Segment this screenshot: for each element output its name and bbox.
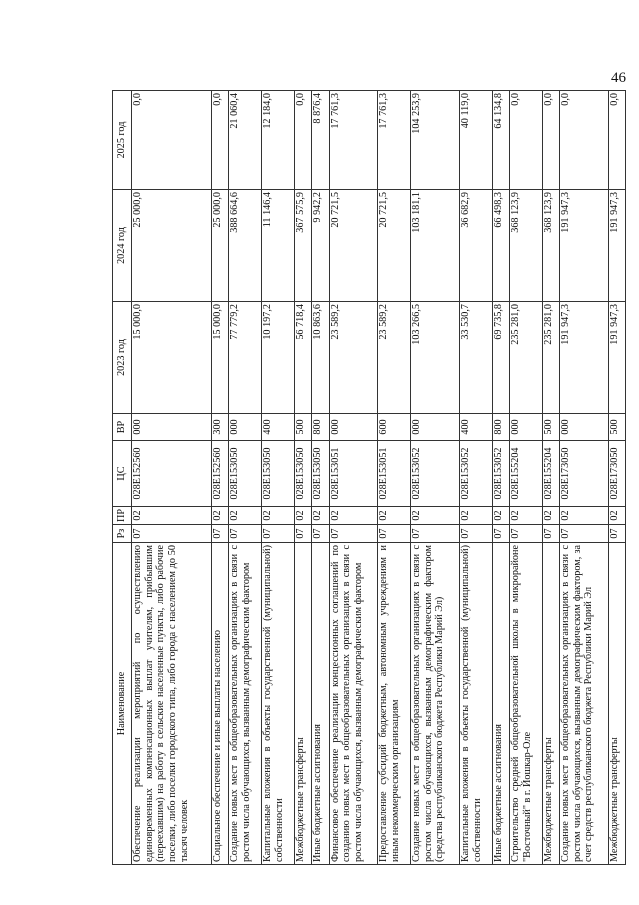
header-pr: ПР	[113, 507, 132, 525]
cell-2025: 12 184,0	[262, 91, 295, 190]
cell-2024: 368 123,9	[542, 190, 559, 302]
cell-rz: 07	[295, 525, 312, 543]
cell-2023: 23 589,2	[378, 302, 411, 414]
cell-2024: 191 947,3	[608, 190, 625, 302]
cell-rz: 07	[560, 525, 609, 543]
cell-2023: 15 000,0	[132, 302, 212, 414]
table-body	[132, 91, 626, 865]
cell-vr: 800	[492, 414, 509, 441]
cell-vr: 000	[560, 414, 609, 441]
cell-pr: 02	[212, 507, 229, 525]
cell-rz: 07	[411, 525, 460, 543]
header-name: Наименование	[113, 543, 132, 865]
cell-2024: 66 498,3	[492, 190, 509, 302]
cell-2024: 368 123,9	[509, 190, 542, 302]
cell-vr: 000	[411, 414, 460, 441]
table-row	[312, 91, 329, 865]
cell-rz: 07	[229, 525, 262, 543]
cell-2023: 103 266,5	[411, 302, 460, 414]
cell-cs: 028E153051	[378, 441, 411, 507]
header-vr: ВР	[113, 414, 132, 441]
cell-vr: 500	[542, 414, 559, 441]
header-2023: 2023 год	[113, 302, 132, 414]
cell-vr: 000	[509, 414, 542, 441]
cell-name: Создание новых мест в общеобразовательных организациях в связи с ростом числа обучающихся, вызванным демографическим фактором, за счет средств республиканского бюджета Республики Марий Эл	[560, 543, 609, 865]
budget-table	[112, 90, 626, 865]
table-row	[411, 91, 460, 865]
cell-cs: 028E153050	[295, 441, 312, 507]
table-row	[262, 91, 295, 865]
cell-vr: 800	[312, 414, 329, 441]
cell-pr: 02	[411, 507, 460, 525]
cell-name: Межбюджетные трансферты	[608, 543, 625, 865]
cell-2024: 25 000,0	[212, 190, 229, 302]
cell-2025: 64 134,8	[492, 91, 509, 190]
cell-pr: 02	[378, 507, 411, 525]
cell-2023: 69 735,8	[492, 302, 509, 414]
cell-name: Межбюджетные трансферты	[542, 543, 559, 865]
header-cs: ЦС	[113, 441, 132, 507]
cell-2024: 388 664,6	[229, 190, 262, 302]
table-row	[378, 91, 411, 865]
cell-cs: 028E155204	[542, 441, 559, 507]
cell-name: Капитальные вложения в объекты государственной (муниципальной) собственности	[459, 543, 492, 865]
cell-pr: 02	[492, 507, 509, 525]
cell-2023: 10 863,6	[312, 302, 329, 414]
table-row	[295, 91, 312, 865]
cell-rz: 07	[492, 525, 509, 543]
cell-cs: 028E153050	[229, 441, 262, 507]
cell-cs: 028E173050	[560, 441, 609, 507]
cell-pr: 02	[459, 507, 492, 525]
cell-2023: 191 947,3	[560, 302, 609, 414]
cell-2025: 0,0	[560, 91, 609, 190]
cell-pr: 02	[608, 507, 625, 525]
cell-2025: 0,0	[295, 91, 312, 190]
cell-2025: 0,0	[542, 91, 559, 190]
cell-pr: 02	[542, 507, 559, 525]
cell-pr: 02	[509, 507, 542, 525]
page-number: 46	[611, 70, 626, 86]
table-row	[229, 91, 262, 865]
header-rz: Рз	[113, 525, 132, 543]
cell-rz: 07	[312, 525, 329, 543]
cell-cs: 028E153050	[312, 441, 329, 507]
cell-2024: 25 000,0	[132, 190, 212, 302]
cell-rz: 07	[459, 525, 492, 543]
cell-pr: 02	[329, 507, 378, 525]
cell-name: Создание новых мест в общеобразовательных организациях в связи с ростом числа обучающихся, вызванным демографическим фактором (средства республиканского бюджета Республики Марий Эл)	[411, 543, 460, 865]
cell-2024: 11 146,4	[262, 190, 295, 302]
cell-2025: 104 253,9	[411, 91, 460, 190]
cell-pr: 02	[560, 507, 609, 525]
cell-vr: 400	[459, 414, 492, 441]
cell-pr: 02	[295, 507, 312, 525]
cell-2025: 8 876,4	[312, 91, 329, 190]
cell-pr: 02	[262, 507, 295, 525]
cell-rz: 07	[542, 525, 559, 543]
cell-rz: 07	[329, 525, 378, 543]
cell-cs: 028E153050	[262, 441, 295, 507]
cell-2023: 235 281,0	[542, 302, 559, 414]
cell-vr: 000	[229, 414, 262, 441]
cell-2024: 36 682,9	[459, 190, 492, 302]
table-row	[608, 91, 625, 865]
cell-name: Межбюджетные трансферты	[295, 543, 312, 865]
cell-vr: 400	[262, 414, 295, 441]
cell-2025: 17 761,3	[329, 91, 378, 190]
cell-name: Обеспечение реализации мероприятий по осуществлению единовременных компенсационных выплат учителям, прибывшим (переехавшим) на работу в сельские населенные пункты, либо рабочие поселки, либо поселки городского типа, либо города с населением до 50 тысяч человек	[132, 543, 212, 865]
table-row	[560, 91, 609, 865]
cell-name: Финансовое обеспечение реализации концессионных соглашений по созданию новых мест в общеобразовательных организациях в связи с ростом числа обучающихся, вызванным демографическим фактором	[329, 543, 378, 865]
cell-name: Иные бюджетные ассигнования	[492, 543, 509, 865]
table-row	[212, 91, 229, 865]
cell-2023: 15 000,0	[212, 302, 229, 414]
cell-2024: 20 721,5	[329, 190, 378, 302]
cell-vr: 500	[608, 414, 625, 441]
cell-cs: 028E173050	[608, 441, 625, 507]
cell-pr: 02	[229, 507, 262, 525]
header-2024: 2024 год	[113, 190, 132, 302]
cell-pr: 02	[132, 507, 212, 525]
cell-2025: 21 060,4	[229, 91, 262, 190]
cell-2023: 191 947,3	[608, 302, 625, 414]
cell-rz: 07	[262, 525, 295, 543]
cell-2023: 33 530,7	[459, 302, 492, 414]
cell-vr: 500	[295, 414, 312, 441]
cell-name: Строительство средней общеобразовательной школы в микрорайоне "Восточный" в г. Йошкар-Оле	[509, 543, 542, 865]
cell-2023: 23 589,2	[329, 302, 378, 414]
cell-2023: 77 779,2	[229, 302, 262, 414]
table-row	[329, 91, 378, 865]
header-2025: 2025 год	[113, 91, 132, 190]
cell-cs: 028E155204	[509, 441, 542, 507]
cell-cs: 028E152560	[132, 441, 212, 507]
table-row	[542, 91, 559, 865]
cell-vr: 300	[212, 414, 229, 441]
cell-vr: 600	[378, 414, 411, 441]
cell-2025: 0,0	[608, 91, 625, 190]
cell-2023: 56 718,4	[295, 302, 312, 414]
budget-table-rotated	[112, 91, 626, 865]
cell-2025: 40 119,0	[459, 91, 492, 190]
cell-2024: 9 942,2	[312, 190, 329, 302]
cell-2024: 367 575,9	[295, 190, 312, 302]
cell-2025: 0,0	[212, 91, 229, 190]
cell-rz: 07	[212, 525, 229, 543]
cell-cs: 028E153052	[459, 441, 492, 507]
cell-pr: 02	[312, 507, 329, 525]
cell-cs: 028E153052	[411, 441, 460, 507]
cell-2024: 191 947,3	[560, 190, 609, 302]
table-row	[509, 91, 542, 865]
cell-cs: 028E153051	[329, 441, 378, 507]
cell-2023: 235 281,0	[509, 302, 542, 414]
cell-2025: 0,0	[132, 91, 212, 190]
table-row	[132, 91, 212, 865]
cell-rz: 07	[509, 525, 542, 543]
cell-name: Капитальные вложения в объекты государственной (муниципальной) собственности	[262, 543, 295, 865]
cell-2024: 20 721,5	[378, 190, 411, 302]
cell-2025: 17 761,3	[378, 91, 411, 190]
cell-rz: 07	[608, 525, 625, 543]
cell-rz: 07	[132, 525, 212, 543]
cell-name: Создание новых мест в общеобразовательных организациях в связи с ростом числа обучающихся, вызванным демографическим фактором	[229, 543, 262, 865]
cell-2024: 103 181,1	[411, 190, 460, 302]
cell-cs: 028E153052	[492, 441, 509, 507]
cell-vr: 000	[329, 414, 378, 441]
cell-2023: 10 197,2	[262, 302, 295, 414]
cell-cs: 028E152560	[212, 441, 229, 507]
table-row	[459, 91, 492, 865]
cell-name: Предоставление субсидий бюджетным, автономным учреждениям и иным некоммерческим организациям	[378, 543, 411, 865]
table-row	[492, 91, 509, 865]
cell-2025: 0,0	[509, 91, 542, 190]
cell-name: Социальное обеспечение и иные выплаты населению	[212, 543, 229, 865]
cell-vr: 000	[132, 414, 212, 441]
cell-name: Иные бюджетные ассигнования	[312, 543, 329, 865]
cell-rz: 07	[378, 525, 411, 543]
table-header-row	[113, 91, 132, 865]
